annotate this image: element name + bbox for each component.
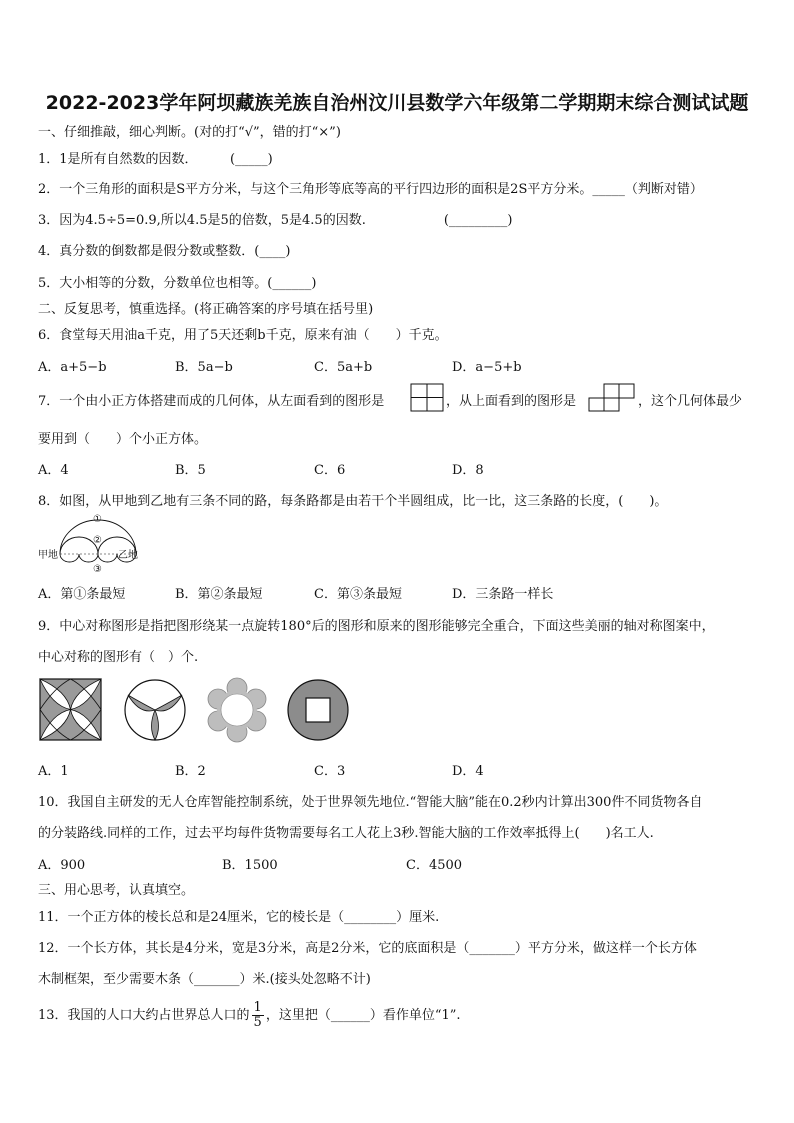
q8-option-a: A．第①条最短: [38, 587, 126, 602]
start-label: 甲地: [38, 550, 58, 561]
question-1: 1．1是所有自然数的因数． (_____): [38, 152, 273, 167]
q6-option-a: A．a+5−b: [38, 360, 107, 375]
top-view-figure: [588, 383, 638, 413]
q7-option-b: B．5: [175, 463, 206, 478]
question-2: 2．一个三角形的面积是S平方分米，与这个三角形等底等高的平行四边形的面积是2S平方分米。_____（判断对错）: [38, 182, 703, 197]
q9-option-d: D．4: [452, 764, 484, 779]
q7-option-c: C．6: [314, 463, 346, 478]
q9-option-c: C．3: [314, 764, 346, 779]
question-12-line-a: 12．一个长方体，其长是4分米，宽是3分米，高是2分米，它的底面积是（_______）平方分米，做这样一个长方体: [38, 941, 697, 956]
semicircle-routes-figure: [36, 510, 148, 576]
q6-option-b: B．5a−b: [175, 360, 233, 375]
q6-option-d: D．a−5+b: [452, 360, 522, 375]
question-10-stem-a: 10．我国自主研发的无人仓库智能控制系统，处于世界领先地位.“智能大脑”能在0.2秒内计算出300件不同货物各自: [38, 795, 703, 810]
q7-option-a: A．4: [38, 463, 69, 478]
question-5: 5．大小相等的分数，分数单位也相等。(______): [38, 276, 317, 291]
page-title: 2022-2023学年阿坝藏族羌族自治州汶川县数学六年级第二学期期末综合测试试题: [45, 92, 749, 114]
question-10-stem-b: 的分装路线.同样的工作，过去平均每件货物需要每名工人花上3秒.智能大脑的工作效率抵得上( )名工人.: [38, 826, 654, 841]
question-13-after: ，这里把（______）看作单位“1”.: [265, 1008, 461, 1023]
question-7-stem-a: 7．一个由小正方体搭建而成的几何体，从左面看到的图形是: [38, 394, 385, 409]
question-3: 3．因为4.5÷5=0.9,所以4.5是5的倍数，5是4.5的因数. (_________): [38, 213, 513, 228]
q10-option-a: A．900: [38, 858, 86, 873]
question-8-stem: 8．如图，从甲地到乙地有三条不同的路，每条路都是由若干个半圆组成，比一比，这三条路的长度，( )。: [38, 494, 668, 509]
question-7-stem-d: 要用到（ ）个小正方体。: [38, 432, 208, 447]
section-1-heading: 一、仔细推敲，细心判断。(对的打“√”，错的打“×”): [38, 125, 341, 140]
fraction-numerator: 1: [253, 1000, 262, 1015]
end-label: 乙地: [118, 550, 138, 561]
question-7-stem-c: ，这个几何体最少: [638, 394, 743, 409]
q8-option-b: B．第②条最短: [175, 587, 263, 602]
flower-pattern: [204, 677, 270, 743]
q8-option-c: C．第③条最短: [314, 587, 402, 602]
route-2-label: ②: [93, 535, 102, 546]
question-12-line-b: 木制框架，至少需要木条（_______）米.(接头处忽略不计): [38, 972, 371, 987]
q8-option-d: D．三条路一样长: [452, 587, 554, 602]
q7-option-d: D．8: [452, 463, 484, 478]
route-3-label: ③: [93, 564, 102, 575]
question-9-stem-b: 中心对称的图形有（ ）个.: [38, 650, 199, 665]
question-9-stem-a: 9．中心对称图形是指把图形绕某一点旋转180°后的图形和原来的图形能够完全重合，下面这些美丽的轴对称图案中，: [38, 619, 715, 634]
square-petal-pattern: [38, 677, 104, 743]
question-7-stem-b: ，从上面看到的图形是: [446, 394, 577, 409]
circle-three-leaf-pattern: [122, 677, 188, 743]
q6-option-c: C．5a+b: [314, 360, 373, 375]
question-4: 4．真分数的倒数都是假分数或整数．(____): [38, 244, 291, 259]
q9-option-b: B．2: [175, 764, 206, 779]
route-1-label: ①: [93, 514, 102, 525]
coin-pattern: [285, 677, 351, 743]
q10-option-c: C．4500: [406, 858, 463, 873]
left-view-figure: [410, 383, 446, 413]
question-11: 11．一个正方体的棱长总和是24厘米，它的棱长是（________）厘米.: [38, 910, 440, 925]
question-6-stem: 6．食堂每天用油a千克，用了5天还剩b千克，原来有油（ ）千克。: [38, 328, 448, 343]
fraction-one-fifth: [252, 1001, 264, 1030]
section-3-heading: 三、用心思考，认真填空。: [38, 883, 195, 898]
question-13-before: 13．我国的人口大约占世界总人口的: [38, 1008, 250, 1023]
fraction-denominator: 5: [253, 1015, 262, 1030]
section-2-heading: 二、反复思考，慎重选择。(将正确答案的序号填在括号里): [38, 302, 374, 317]
question-13: [38, 1000, 461, 1032]
q9-option-a: A．1: [38, 764, 69, 779]
q10-option-b: B．1500: [222, 858, 278, 873]
